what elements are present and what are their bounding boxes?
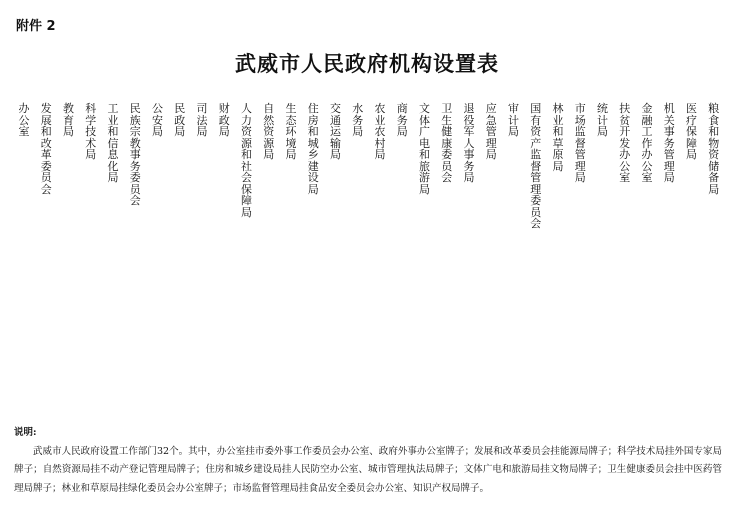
agency-column: 自 然 资 源 局: [263, 102, 275, 161]
agency-column: 机 关 事 务 管 理 局: [663, 102, 675, 184]
agency-column: 金 融 工 作 办 公 室: [641, 102, 653, 184]
agency-column: 住 房 和 城 乡 建 设 局: [307, 102, 319, 196]
agency-column: 医 疗 保 障 局: [686, 102, 697, 161]
agency-column: 商 务 局: [396, 102, 408, 138]
agency-column: 办 公 室: [18, 102, 30, 138]
agency-column: 交 通 运 输 局: [330, 102, 341, 161]
notes-section: [14, 424, 722, 498]
agency-column: 粮 食 和 物 资 储 备 局: [708, 102, 720, 196]
agency-column: 农 业 农 村 局: [374, 102, 386, 161]
agency-column: 公 安 局: [152, 102, 163, 138]
agency-column: 教 育 局: [63, 102, 74, 138]
page-title: 武威市人民政府机构设置表: [235, 51, 499, 76]
agency-column: 财 政 局: [218, 102, 230, 138]
agency-column: 统 计 局: [597, 102, 608, 138]
agency-column: 退 役 军 人 事 务 局: [463, 102, 475, 184]
agency-column: 民 政 局: [174, 102, 186, 138]
agency-column: 科 学 技 术 局: [85, 102, 97, 161]
agency-table: [16, 103, 722, 393]
agency-column: 生 态 环 境 局: [285, 102, 297, 161]
agency-column: 司 法 局: [196, 102, 208, 138]
agency-column: 民 族 宗 教 事 务 委 员 会: [129, 102, 141, 207]
agency-column: 人 力 资 源 和 社 会 保 障 局: [241, 102, 252, 219]
attachment-label: 附件 2: [16, 19, 56, 34]
agency-column: 工 业 和 信 息 化 局: [107, 102, 119, 184]
notes-label: 说明:: [14, 427, 37, 438]
agency-column: 国 有 资 产 监 督 管 理 委 员 会: [530, 102, 542, 230]
agency-column: 应 急 管 理 局: [485, 102, 497, 161]
agency-column: 文 体 广 电 和 旅 游 局: [419, 102, 430, 196]
notes-body: 武威市人民政府设置工作部门32个。其中，办公室挂市委外事工作委员会办公室、政府外事办公室牌子；发展和改革委员会挂能源局牌子；科学技术局挂外国专家局牌子；自然资源局挂不动产登记管理局牌子；住房和城乡建设局挂人民防空办公室、城市管理执法局牌子；文体广电和旅游局挂文物局牌子；卫生健康委员会挂中医药管理局牌子；林业和草原局挂绿化委员会办公室牌子；市场监督管理局挂食品安全委员会办公室、知识产权局牌子。: [14, 445, 722, 494]
agency-column: 市 场 监 督 管 理 局: [574, 102, 586, 184]
agency-column: 卫 生 健 康 委 员 会: [441, 102, 453, 184]
agency-column: 水 务 局: [352, 102, 364, 138]
agency-column: 发 展 和 改 革 委 员 会: [40, 102, 52, 196]
agency-column: 扶 贫 开 发 办 公 室: [619, 102, 631, 184]
agency-column: 林 业 和 草 原 局: [552, 102, 564, 173]
agency-column: 审 计 局: [508, 102, 519, 138]
